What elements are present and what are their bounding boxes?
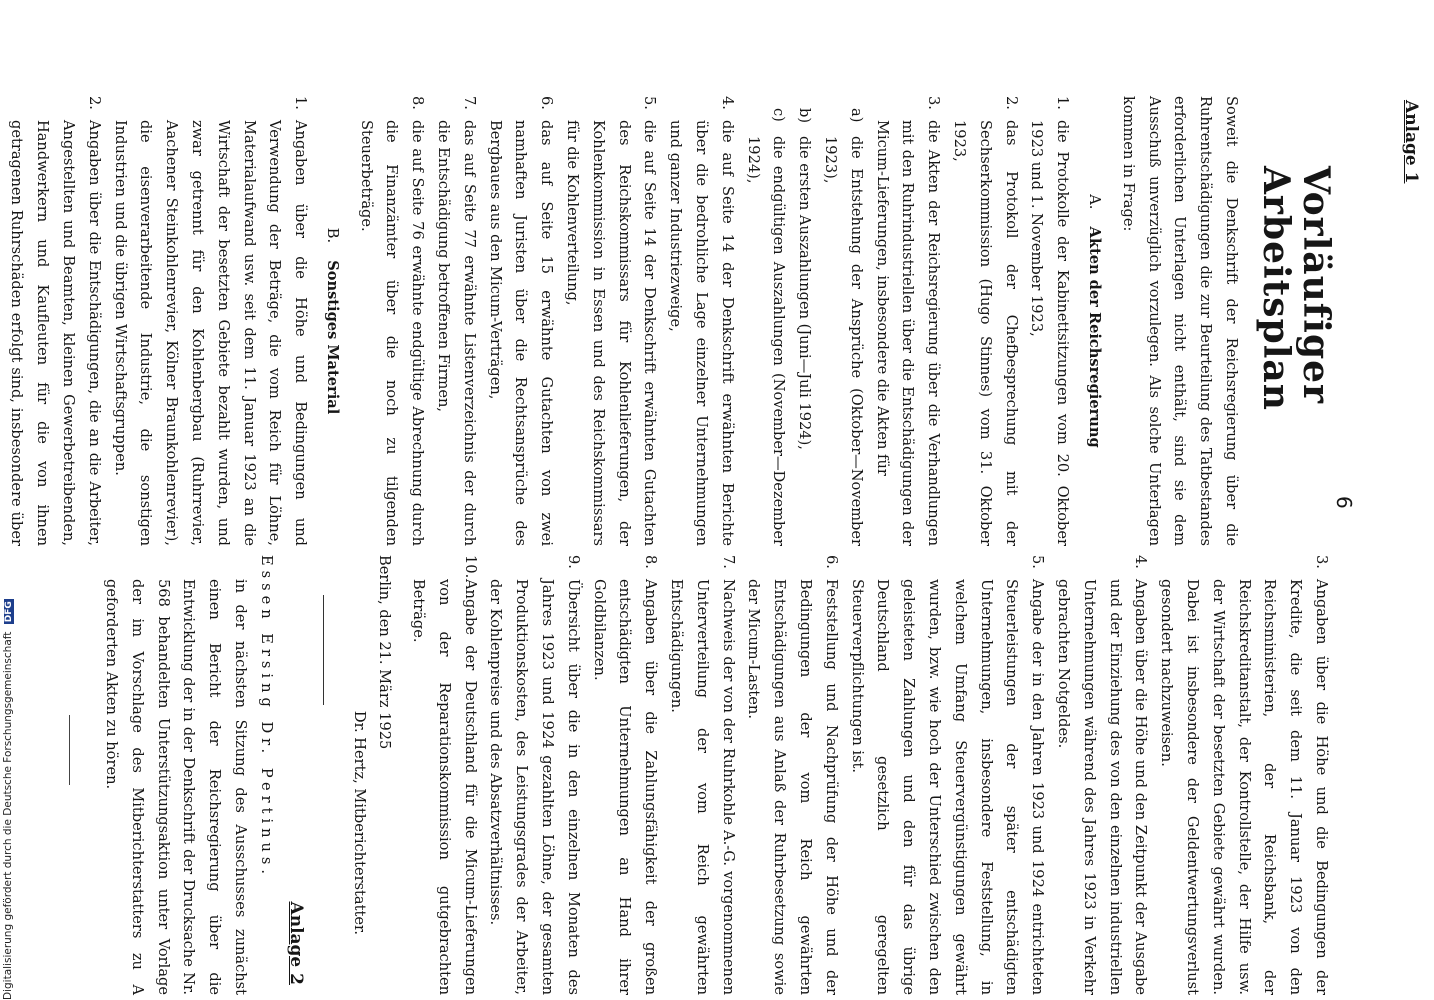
divider [323,595,324,705]
signature-line: Dr. Hertz, Mitberichterstatter. [350,710,368,935]
section-a-heading [1081,96,1107,546]
section-a-title: Akten der Reichsregierung [1086,226,1104,448]
item-text: die auf Seite 76 erwähnte endgültige Abrechnung durch die Finanzämter über die noch zu tilgenden Steuerbeträge. [357,120,427,546]
sub-item-letter: a) [847,108,865,123]
digitization-credit [2,580,18,1000]
item-number: 8. [409,96,427,110]
item-text: Feststellung und Nachprüfung der Höhe und der Bedingungen der vom Reich gewährten Entschädigungen aus Anlaß der Ruhrbesetzung sowie der Micum-Lasten. [745,579,840,995]
section-a-letter: A. [1086,194,1104,210]
item-text: die Akten der Reichsregierung über die Verhandlungen mit den Ruhrindustriellen über die Entschädigungen der Micum-Lieferungen, insbesondere die Akten für [873,120,943,546]
list-item [662,96,739,546]
item-number: 7. [460,96,478,110]
item-text: die auf Seite 14 der Denkschrift erwähnten Gutachten des Reichskommissars für Kohlenlieferungen, der Kohlenkommission in Essen und des Reichskommissars für die Kohlenverteilung, [564,120,659,546]
item-text: das auf Seite 77 erwähnte Listenverzeichnis der durch die Entschädigung betroffenen Firmen, [435,120,478,546]
sub-item [791,96,817,546]
list-item [353,96,430,546]
dfg-logo: DFG [4,601,14,623]
sub-item-text: die Entstehung der Ansprüche (Oktober—November 1923), [822,136,865,546]
item-number: 3. [925,96,943,110]
item-text: Übersicht über die in den einzelnen Monaten des Jahres 1923 und 1924 gezahlten Löhne, der gesamten Produktionskosten, des Leistungsgrades der Arbeiter, der Kohlenpreise und des Absatzverhältnisses. [487,579,582,995]
item-text: Angaben über die Höhe und den Zeitpunkt der Ausgabe und der Einziehung des von den einzelnen industriellen Unternehmungen während des Jahres 1923 in Verkehr gebrachten Notgeldes. [1055,579,1150,995]
sub-item-text: die ersten Auszahlungen (Juni—Juli 1924), [796,136,814,450]
sub-item [817,96,869,546]
item-text: die Protokolle der Kabinettsitzungen vom 20. Oktober 1923 und 1. November 1923, [1028,120,1072,546]
list-item [586,555,663,995]
section-b-heading [319,96,345,546]
list-item [405,555,482,995]
item-number: 4. [718,96,736,110]
list-item [107,96,313,546]
list-item [482,96,559,546]
item-number: 2. [85,96,103,110]
list-item [844,555,1050,995]
sub-item-letter: c) [770,108,788,122]
anlage-2-salutation: Essen Ersing Dr. Pertinus. [257,555,275,880]
item-text: Angabe der in den Jahren 1923 und 1924 entrichteten Steuerleistungen der später entschädigten Unternehmungen, insbesondere Feststellung, in welchem Umfang Steuervergünstigungen gewährt wurden, bzw. wie hoch der Unterschied zwischen den geleisteten Zahlungen und den für das übrige Deutschland gesetzlich geregelten Steuerverpflichtungen ist. [848,579,1047,995]
item-number: 8. [642,555,660,569]
item-text: die auf Seite 14 der Denkschrift erwähnten Berichte über die bedrohliche Lage einzelner Unternehmungen und ganzer Industriezweige, [667,120,736,546]
sub-item-text: die endgültigen Auszahlungen (November—Dezember 1924), [744,136,788,546]
item-number: 9. [564,555,582,569]
right-column [69,555,1334,995]
list-item [559,96,662,546]
anlage-1-label: Anlage 1 [1401,100,1421,184]
sub-item [740,96,792,546]
left-column [0,96,1337,546]
list-item [483,555,586,995]
list-item [1024,96,1076,546]
item-number: 6. [538,96,556,110]
item-number: 1. [292,96,310,110]
item-number: 5. [1029,555,1047,569]
anlage-2-label: Anlage 2 [285,901,306,985]
item-text: Angaben über die Höhe und Bedingungen und Verwendung der Beträge, die vom Reich für Löhne, Materialaufwand usw. seit dem 11. Januar 1923 an die Wirtschaft der besetzten Gebiete bezahlt wurden, und zwar getrennt für den Kohlenbergbau (Ruhrrevier, Aachener Steinkohlenrevier, Kölner Braunkohlenrevier), die eisenverarbeitende Industrie, die sonstigen Industrien und die übrigen Wirtschaftsgruppen. [111,120,310,546]
item-text: das auf Seite 15 erwähnte Gutachten von zwei namhaften Juristen über die Rechtsansprüche des Bergbaues aus den Micum-Verträgen, [486,120,556,546]
list-item [1153,555,1334,995]
list-item [0,96,107,546]
item-number: 2. [1002,96,1020,110]
section-b-title: Sonstiges Material [323,260,341,415]
list-item [1050,555,1153,995]
digitization-text: Digitalisierung gefördert durch die Deutsche Forschungsgemeinschaft [2,631,14,1000]
item-number: 5. [641,96,659,110]
intro-paragraph: Soweit die Denkschrift der Reichsregierung über die Ruhrentschädigungen die zur Beurteilung des Tatbestandes erforderlichen Unterlagen nicht enthält, sind sie dem Ausschuß unverzüglich vorzulegen. Als solche Unterlagen kommen in Frage: [1119,96,1240,546]
item-text: das Protokoll der Chefbesprechung mit der Sechserkommission (Hugo Stinnes) vom 31. Oktober 1923, [951,120,1020,546]
item-text: Angaben über die Höhe und die Bedingungen der Kredite, die seit dem 11. Januar 1923 von den Reichsministerien, der Reichsbank, der Reichskreditanstalt, der Kontrollstelle, der Hilfe usw. der Wirtschaft der besetzten Gebiete gewährt wurden. Dabei ist insbesondere der Geldentwertungsverlust gesondert nachzuweisen. [1158,579,1330,995]
list-item [430,96,482,546]
anlage-2-text: in der nächsten Sitzung des Ausschusses zunächst einen Bericht der Reichsregierung über die Entwicklung der in der Denkschrift der Drucksache Nr. 568 behandelten Unterstützungsaktion unter Vorlage der im Vorschlage des Mitberichterstatters zu A geforderten Akten zu hören. [102,579,249,995]
section-b-letter: B. [323,227,341,244]
list-item [869,96,946,546]
item-text: Angaben über die Zahlungsfähigkeit der großen entschädigten Unternehmungen an Hand ihrer Goldbilanzen. [590,579,660,995]
document-title: Vorläufiger Arbeitsplan [1255,166,1337,411]
list-item [741,555,844,995]
item-number: 4. [1132,555,1150,569]
item-number: 1. [1054,96,1072,110]
list-item [946,96,1023,546]
item-text: Angaben über die Entschädigungen, die an die Arbeiter, Angestellten und Beamten, kleinen Gewerbetreibenden, Handwerkern und Kaufleuten für die von ihnen getragenen Ruhrschäden erfolgt sind, insbesondere über [8,120,103,546]
item-text: Nachweis der von der Ruhrkohle A.-G. vorgenommenen Unterverteilung der vom Reich gewährten Entschädigungen. [668,579,737,995]
sub-item-letter: b) [796,108,814,124]
item-number: 3. [1313,555,1330,569]
document-date: Berlin, den 21. März 1925 [376,555,394,750]
item-number: 7. [719,555,737,569]
divider [69,715,70,785]
item-text: Angabe der Deutschland für die Micum-Lieferungen von der Reparationskommission gutgebrachten Beträge. [410,579,479,995]
list-item [663,555,740,995]
page-number: 6 [1332,496,1356,509]
item-number: 10. [461,555,479,579]
item-number: 6. [822,555,840,569]
